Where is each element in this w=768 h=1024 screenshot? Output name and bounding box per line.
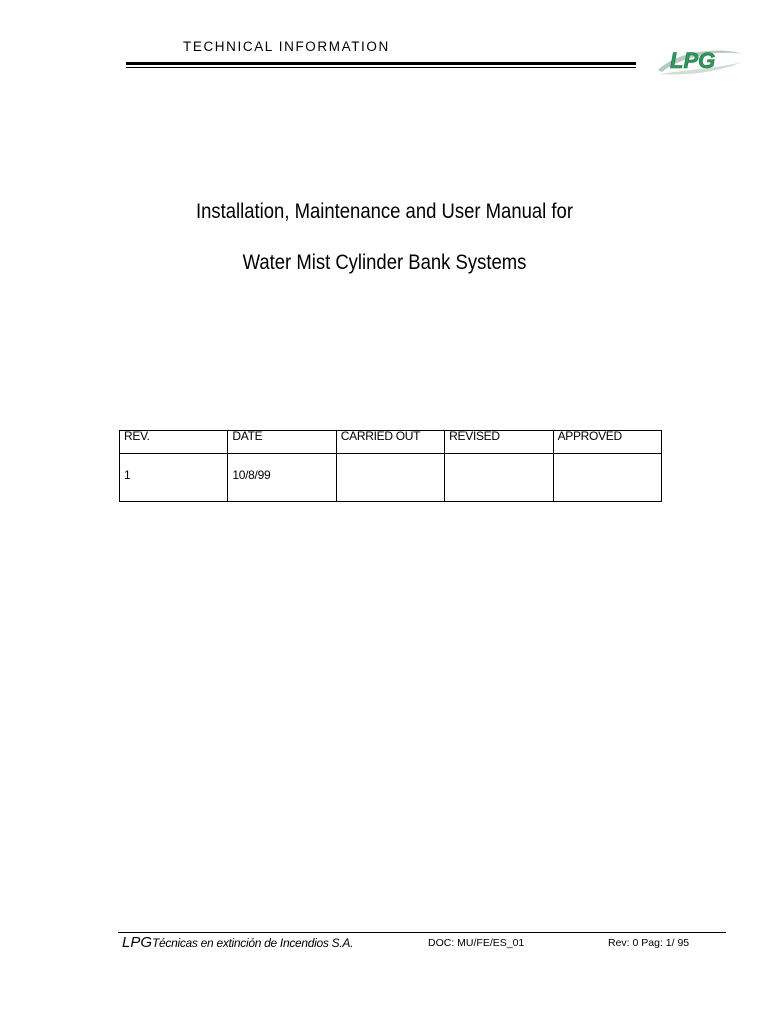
footer-company-name: Técnicas en extinción de Incendios S.A. xyxy=(152,936,354,950)
table-row xyxy=(120,454,662,502)
lpg-logo xyxy=(656,40,748,80)
footer-company xyxy=(122,934,353,952)
footer-doc-code: DOC: MU/FE/ES_01 xyxy=(428,937,525,949)
footer-brand: LPG xyxy=(122,934,153,951)
header-rule-thick xyxy=(126,62,636,65)
revision-table xyxy=(119,430,662,502)
document-title-line-1: Installation, Maintenance and User Manual for xyxy=(195,200,573,223)
cell-rev: 1 xyxy=(120,454,228,502)
column-header-date: DATE xyxy=(228,431,336,454)
logo-lettering: LPG xyxy=(670,48,716,73)
footer-rule xyxy=(118,932,726,933)
document-title-line-2: Water Mist Cylinder Bank Systems xyxy=(242,251,527,274)
column-header-rev: REV. xyxy=(120,431,228,454)
header-title: TECHNICAL INFORMATION xyxy=(183,39,390,54)
column-header-revised: REVISED xyxy=(445,431,553,454)
revision-table-header-row xyxy=(120,431,662,454)
cell-approved xyxy=(553,454,661,502)
cell-date: 10/8/99 xyxy=(228,454,336,502)
column-header-carried-out: CARRIED OUT xyxy=(336,431,444,454)
cell-revised xyxy=(445,454,553,502)
footer-page-info: Rev: 0 Pag: 1/ 95 xyxy=(608,937,690,949)
cell-carried-out xyxy=(336,454,444,502)
header-rule-thin xyxy=(126,67,636,68)
column-header-approved: APPROVED xyxy=(553,431,661,454)
